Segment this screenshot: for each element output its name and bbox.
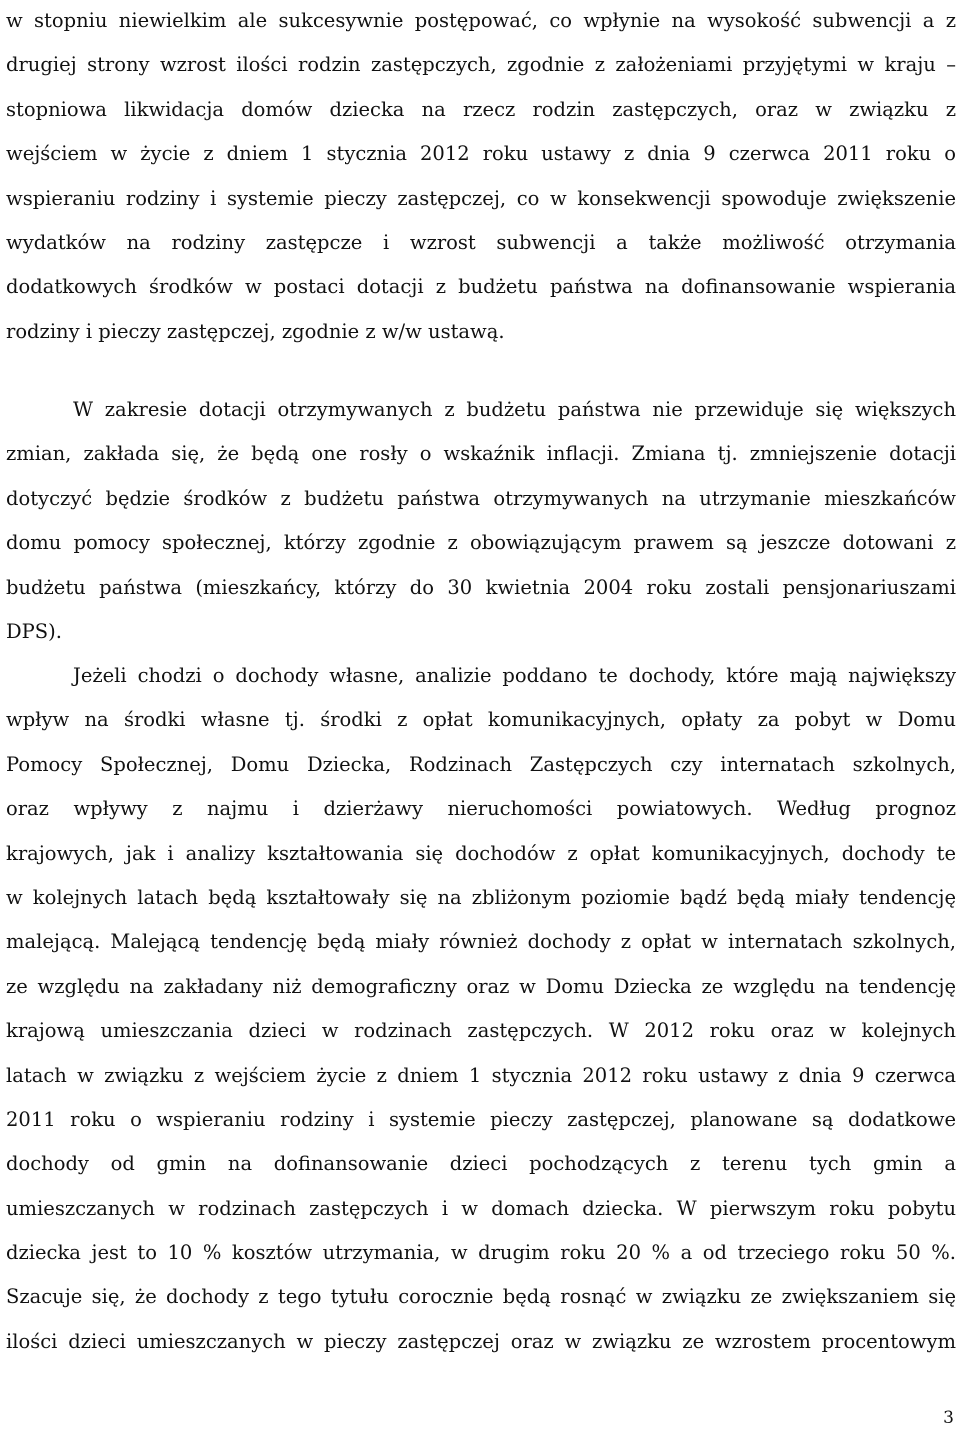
text-line: dotyczyć będzie środków z budżetu państwa otrzymywanych na utrzymanie mieszkańców — [6, 486, 956, 510]
text-line: dodatkowych środków w postaci dotacji z budżetu państwa na dofinansowanie wspierania — [6, 275, 956, 299]
paragraph-1 — [6, 0, 956, 354]
text-line: krajową umieszczania dzieci w rodzinach zastępczych. W 2012 roku oraz w kolejnych — [6, 1019, 956, 1043]
text-line: Jeżeli chodzi o dochody własne, analizie poddano te dochody, które mają największy — [73, 664, 956, 687]
text-line: umieszczanych w rodzinach zastępczych i w domach dziecka. W pierwszym roku pobytu — [6, 1196, 956, 1220]
text-line: wspieraniu rodziny i systemie pieczy zastępczej, co w konsekwencji spowoduje zwiększenie — [6, 186, 956, 210]
text-line: Pomocy Społecznej, Domu Dziecka, Rodzinach Zastępczych czy internatach szkolnych, — [6, 752, 956, 776]
page-number: 3 — [943, 1408, 954, 1428]
text-line: dochody od gmin na dofinansowanie dzieci pochodzących z terenu tych gmin a — [6, 1152, 956, 1176]
text-line: oraz wpływy z najmu i dzierżawy nieruchomości powiatowych. Według prognoz — [6, 797, 956, 821]
text-line: drugiej strony wzrost ilości rodzin zastępczych, zgodnie z założeniami przyjętymi w kraju – — [6, 53, 956, 77]
text-line: dziecka jest to 10 % kosztów utrzymania, w drugim roku 20 % a od trzeciego roku 50 %. — [6, 1241, 956, 1265]
text-line: zmian, zakłada się, że będą one rosły o wskaźnik inflacji. Zmiana tj. zmniejszenie dotacji — [6, 442, 956, 466]
text-line: wejściem w życie z dniem 1 stycznia 2012 roku ustawy z dnia 9 czerwca 2011 roku o — [6, 142, 956, 166]
text-line: ze względu na zakładany niż demograficzny oraz w Domu Dziecka ze względu na tendencję — [6, 974, 956, 998]
paragraph-3 — [6, 654, 956, 1364]
paragraph-2 — [6, 388, 956, 654]
text-line: DPS). — [6, 619, 62, 643]
text-line: domu pomocy społecznej, którzy zgodnie z obowiązującym prawem są jeszcze dotowani z — [6, 531, 956, 555]
text-line: wydatków na rodziny zastępcze i wzrost subwencji a także możliwość otrzymania — [6, 230, 956, 254]
text-line: Szacuje się, że dochody z tego tytułu corocznie będą rosnąć w związku ze zwiększaniem się — [6, 1285, 956, 1309]
text-line: rodziny i pieczy zastępczej, zgodnie z w/w ustawą. — [6, 319, 505, 343]
text-line: W zakresie dotacji otrzymywanych z budżetu państwa nie przewiduje się większych — [73, 398, 956, 421]
text-line: w kolejnych latach będą kształtowały się na zbliżonym poziomie bądź będą miały tendencję — [6, 885, 956, 909]
text-line: latach w związku z wejściem życie z dniem 1 stycznia 2012 roku ustawy z dnia 9 czerwca — [6, 1063, 956, 1087]
text-line: malejącą. Malejącą tendencję będą miały również dochody z opłat w internatach szkolnych, — [6, 930, 956, 954]
text-line: ilości dzieci umieszczanych w pieczy zastępczej oraz w związku ze wzrostem procentowym — [6, 1329, 956, 1353]
text-line: w stopniu niewielkim ale sukcesywnie postępować, co wpłynie na wysokość subwencji a z — [6, 9, 956, 32]
text-line: budżetu państwa (mieszkańcy, którzy do 30 kwietnia 2004 roku zostali pensjonariuszami — [6, 575, 956, 599]
text-line: krajowych, jak i analizy kształtowania się dochodów z opłat komunikacyjnych, dochody te — [6, 841, 956, 865]
text-line: wpływ na środki własne tj. środki z opłat komunikacyjnych, opłaty za pobyt w Domu — [6, 708, 956, 732]
text-line: 2011 roku o wspieraniu rodziny i systemie pieczy zastępczej, planowane są dodatkowe — [6, 1107, 956, 1131]
text-line: stopniowa likwidacja domów dziecka na rzecz rodzin zastępczych, oraz w związku z — [6, 97, 956, 121]
